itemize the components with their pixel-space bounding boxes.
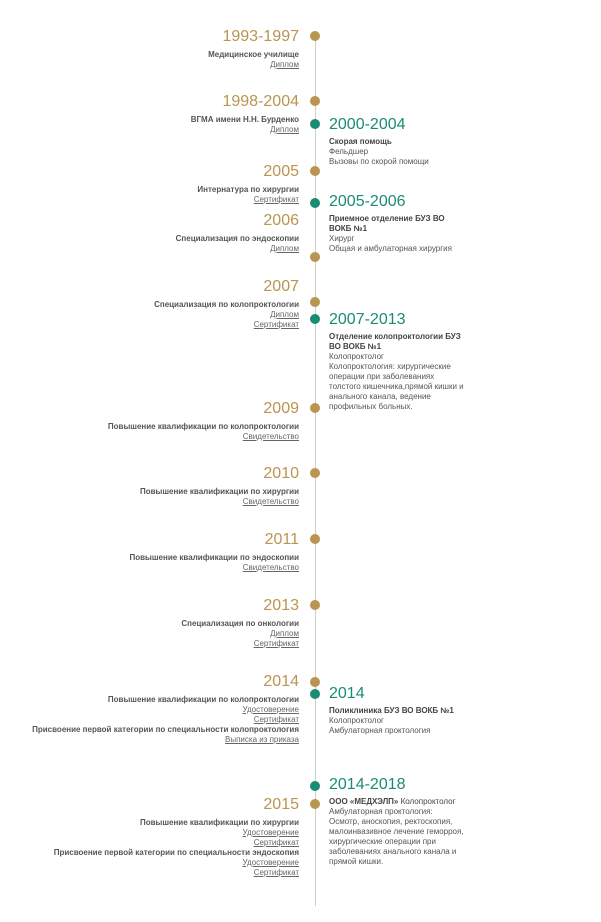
education-item (108, 400, 299, 442)
work-place-name: Отделение колопроктологии БУЗ ВО ВОКБ №1 (329, 332, 461, 351)
work-place-name: Поликлиника БУЗ ВО ВОКБ №1 (329, 706, 454, 715)
education-item (208, 28, 299, 70)
education-dot (310, 677, 320, 687)
education-title: Медицинское училище (208, 50, 299, 59)
document-link[interactable]: Сертификат (253, 838, 299, 847)
education-dot (310, 166, 320, 176)
education-item (197, 163, 299, 205)
work-item (329, 685, 464, 736)
document-link[interactable]: Удостоверение (242, 828, 299, 837)
education-item (181, 597, 299, 649)
document-link[interactable]: Свидетельство (242, 432, 299, 441)
education-dot (310, 31, 320, 41)
document-link[interactable]: Сертификат (253, 715, 299, 724)
education-item (176, 212, 299, 254)
education-dot (310, 403, 320, 413)
work-detail: Колопроктолог (329, 716, 384, 725)
work-item (329, 116, 464, 167)
work-dot (310, 314, 320, 324)
education-dot (310, 96, 320, 106)
work-place-name: Скорая помощь (329, 137, 392, 146)
education-year: 2014 (263, 673, 299, 690)
document-link[interactable]: Диплом (270, 310, 299, 319)
education-dot (310, 468, 320, 478)
education-year: 2009 (263, 400, 299, 417)
work-place (329, 797, 464, 807)
education-dot (310, 534, 320, 544)
education-title: Повышение квалификации по хирургии (139, 818, 299, 827)
work-place-suffix: Колопроктолог (398, 797, 456, 806)
education-year: 2013 (263, 597, 299, 614)
education-title: ВГМА имени Н.Н. Бурденко (190, 115, 299, 124)
work-item (329, 776, 464, 867)
work-detail: Колопроктология: хирургические операции при заболеваниях толстого кишечника,прямой кишки и анального канала, ведение профильных больных. (329, 362, 464, 411)
education-item (54, 796, 299, 878)
work-place (329, 214, 464, 234)
education-year: 1998-2004 (222, 93, 299, 110)
document-link[interactable]: Сертификат (253, 320, 299, 329)
education-dot (310, 297, 320, 307)
education-item (154, 278, 299, 330)
education-dot (310, 799, 320, 809)
education-item (191, 93, 299, 135)
education-title: Присвоение первой категории по специальности колопроктология (32, 725, 299, 734)
document-link[interactable]: Диплом (270, 244, 299, 253)
work-place (329, 137, 464, 147)
education-year: 2005 (263, 163, 299, 180)
work-year: 2007-2013 (329, 311, 406, 328)
work-place-name: Приемное отделение БУЗ ВО ВОКБ №1 (329, 214, 445, 233)
work-year: 2005-2006 (329, 193, 406, 210)
education-title: Повышение квалификации по эндоскопии (129, 553, 299, 562)
education-dot (310, 600, 320, 610)
education-title: Повышение квалификации по колопроктологии (107, 422, 299, 431)
education-title: Интернатура по хирургии (197, 185, 299, 194)
document-link[interactable]: Выписка из приказа (225, 735, 299, 744)
education-year: 2015 (263, 796, 299, 813)
education-title: Специализация по колопроктологии (154, 300, 299, 309)
education-year: 2010 (263, 465, 299, 482)
work-place-name: ООО «МЕДХЭЛП» (329, 797, 399, 806)
education-year: 2006 (263, 212, 299, 229)
work-year: 2014-2018 (329, 776, 406, 793)
education-dot (310, 252, 320, 262)
education-title: Специализация по онкологии (181, 619, 299, 628)
work-item (329, 311, 464, 412)
work-dot (310, 781, 320, 791)
document-link[interactable]: Сертификат (253, 195, 299, 204)
work-place (329, 706, 464, 716)
work-detail: Фельдшер (329, 147, 369, 156)
education-title: Повышение квалификации по хирургии (139, 487, 299, 496)
education-title: Повышение квалификации по колопроктологии (107, 695, 299, 704)
education-title: Присвоение первой категории по специальности эндоскопия (53, 848, 299, 857)
document-link[interactable]: Диплом (270, 60, 299, 69)
document-link[interactable]: Сертификат (253, 639, 299, 648)
document-link[interactable]: Свидетельство (242, 563, 299, 572)
work-detail: Вызовы по скорой помощи (329, 157, 429, 166)
work-detail: Общая и амбулаторная хирургия (329, 244, 452, 253)
work-year: 2014 (329, 685, 365, 702)
work-dot (310, 119, 320, 129)
education-year: 2011 (264, 531, 299, 548)
work-detail: Колопроктолог (329, 352, 384, 361)
education-year: 1993-1997 (222, 28, 299, 45)
work-item (329, 193, 464, 254)
work-detail: Осмотр, аноскопия, ректоскопия, малоинвазивное лечение геморроя, хирургические операции при заболеваниях анального канала и прямой кишки. (329, 817, 464, 866)
education-title: Специализация по эндоскопии (175, 234, 299, 243)
education-item (32, 673, 299, 745)
work-detail: Амбулаторная проктология (329, 726, 431, 735)
work-detail: Амбулаторная проктология: (329, 807, 433, 816)
work-place (329, 332, 464, 352)
work-dot (310, 198, 320, 208)
work-dot (310, 689, 320, 699)
document-link[interactable]: Сертификат (253, 868, 299, 877)
education-item (130, 531, 300, 573)
document-link[interactable]: Свидетельство (242, 497, 299, 506)
work-year: 2000-2004 (329, 116, 406, 133)
document-link[interactable]: Удостоверение (242, 705, 299, 714)
work-detail: Хирург (329, 234, 355, 243)
education-item (140, 465, 299, 507)
document-link[interactable]: Удостоверение (242, 858, 299, 867)
document-link[interactable]: Диплом (270, 125, 299, 134)
document-link[interactable]: Диплом (270, 629, 299, 638)
education-year: 2007 (263, 278, 299, 295)
